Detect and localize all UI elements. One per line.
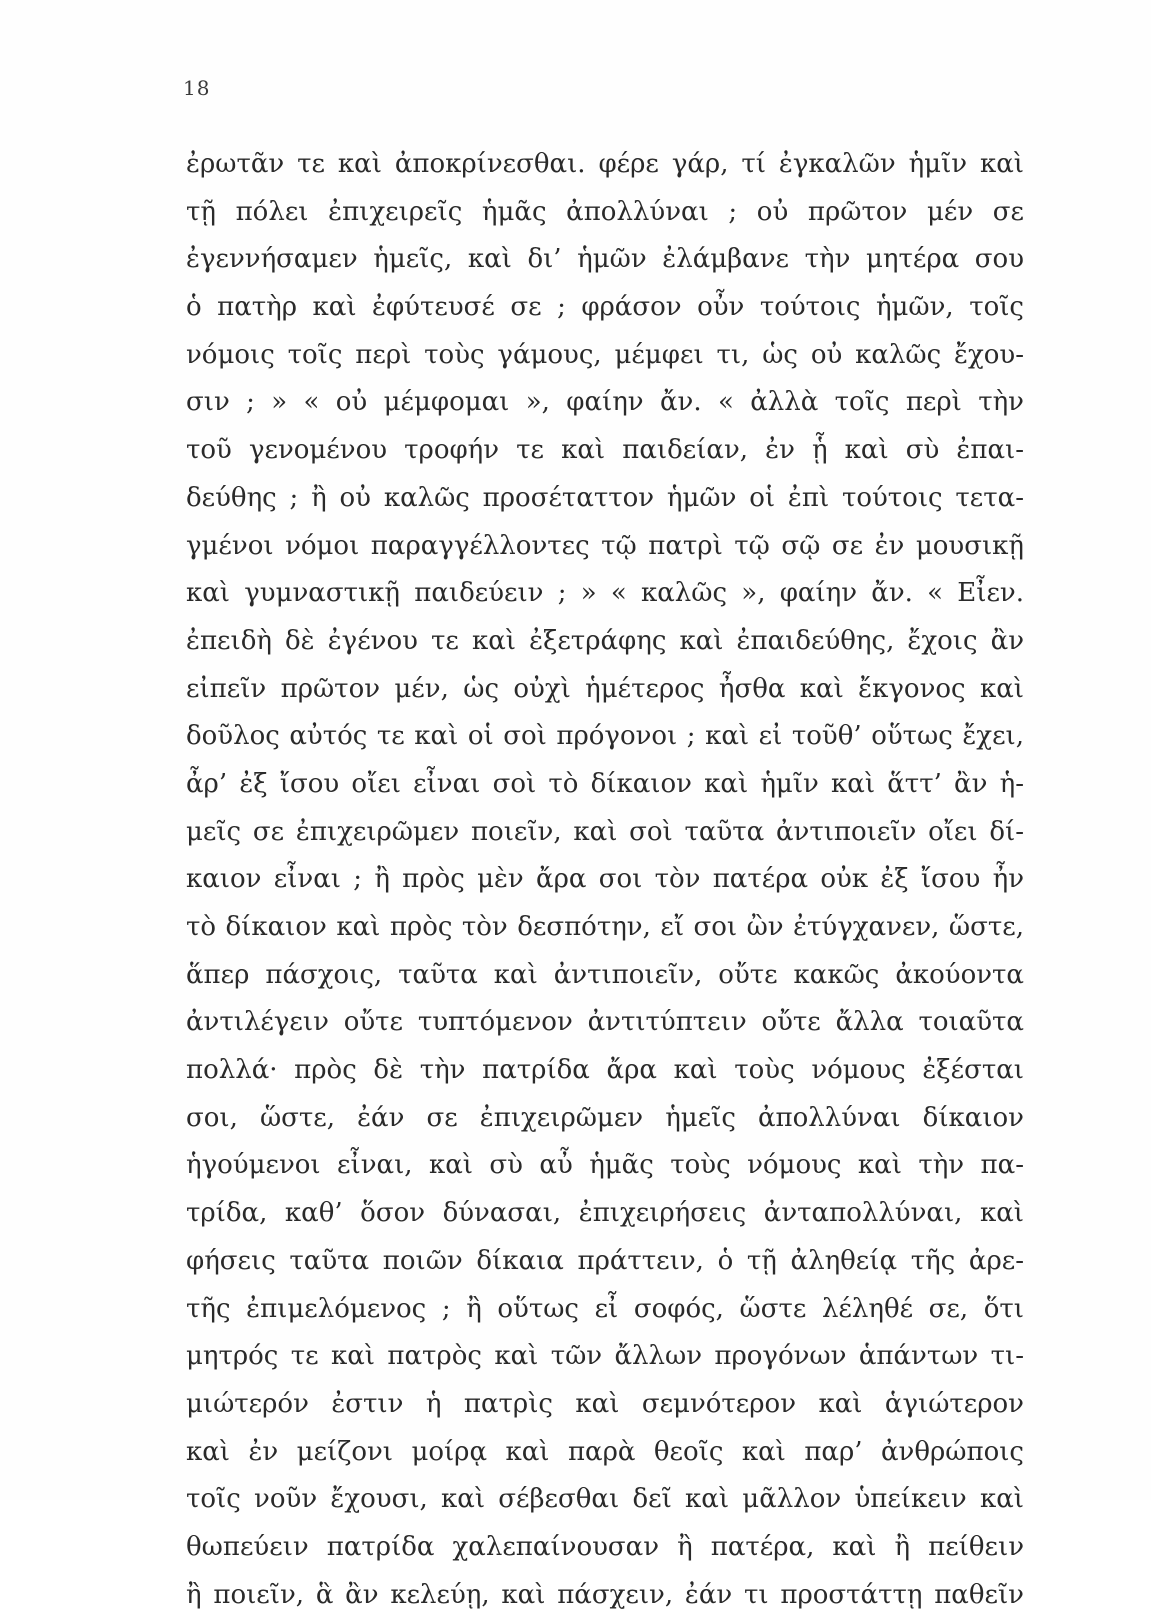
text-line: νόμοις τοῖς περὶ τοὺς γάμους, μέμφει τι, ὡς οὐ καλῶς ἔχου- [186,339,1024,370]
text-line: ἐπειδὴ δὲ ἐγένου τε καὶ ἐξετράφης καὶ ἐπαιδεύθης, ἔχοις ἂν [186,625,1024,656]
text-line: τὸ δίκαιον καὶ πρὸς τὸν δεσπότην, εἴ σοι ὢν ἐτύγχανεν, ὥστε, [186,912,1024,942]
text-line: ἅπερ πάσχοις, ταῦτα καὶ ἀντιποιεῖν, οὔτε κακῶς ἀκούοντα [186,959,1024,990]
text-line: τρίδα, καθ’ ὅσον δύνασαι, ἐπιχειρήσεις ἀνταπολλύναι, καὶ [186,1198,1024,1229]
text-line: ἀντιλέγειν οὔτε τυπτόμενον ἀντιτύπτειν οὔτε ἄλλα τοιαῦτα [186,1007,1024,1038]
text-line: θωπεύειν πατρίδα χαλεπαίνουσαν ἢ πατέρα, καὶ ἢ πείθειν [186,1531,1024,1562]
text-line: καιον εἶναι ; ἢ πρὸς μὲν ἄρα σοι τὸν πατέρα οὐκ ἐξ ἴσου ἦν [186,864,1024,895]
text-line: μεῖς σε ἐπιχειρῶμεν ποιεῖν, καὶ σοὶ ταῦτα ἀντιποιεῖν οἴει δί- [186,816,1024,847]
text-line: τῇ πόλει ἐπιχειρεῖς ἡμᾶς ἀπολλύναι ; οὐ πρῶτον μέν σε [186,196,1024,227]
text-line: καὶ γυμναστικῇ παιδεύειν ; » « καλῶς », φαίην ἄν. « Εἶεν. [186,578,1024,609]
text-line: φήσεις ταῦτα ποιῶν δίκαια πράττειν, ὁ τῇ ἀληθείᾳ τῆς ἀρε- [186,1245,1024,1276]
text-line: ἐρωτᾶν τε καὶ ἀποκρίνεσθαι. φέρε γάρ, τί ἐγκαλῶν ἡμῖν καὶ [186,149,1024,179]
text-line: τοῖς νοῦν ἔχουσι, καὶ σέβεσθαι δεῖ καὶ μᾶλλον ὑπείκειν καὶ [186,1484,1024,1515]
text-line: ἐγεννήσαμεν ἡμεῖς, καὶ δι’ ἡμῶν ἐλάμβανε τὴν μητέρα σου [186,244,1024,275]
text-line: γμένοι νόμοι παραγγέλλοντες τῷ πατρὶ τῷ σῷ σε ἐν μουσικῇ [186,530,1024,561]
text-line: ἢ ποιεῖν, ἃ ἂν κελεύῃ, καὶ πάσχειν, ἐάν τι προστάττῃ παθεῖν [186,1579,1024,1610]
text-line: καὶ ἐν μείζονι μοίρᾳ καὶ παρὰ θεοῖς καὶ παρ’ ἀνθρώποις [186,1436,1024,1467]
text-line: πολλά· πρὸς δὲ τὴν πατρίδα ἄρα καὶ τοὺς νόμους ἐξέσται [186,1055,1024,1086]
body-text [186,141,1024,1619]
text-line: δοῦλος αὐτός τε καὶ οἱ σοὶ πρόγονοι ; καὶ εἰ τοῦθ’ οὕτως ἔχει, [186,721,1024,752]
text-line: μητρός τε καὶ πατρὸς καὶ τῶν ἄλλων προγόνων ἁπάντων τι- [186,1341,1024,1372]
text-line: τοῦ γενομένου τροφήν τε καὶ παιδείαν, ἐν ᾗ καὶ σὺ ἐπαι- [186,435,1024,466]
text-line: ἆρ’ ἐξ ἴσου οἴει εἶναι σοὶ τὸ δίκαιον καὶ ἡμῖν καὶ ἅττ’ ἂν ἡ- [186,768,1024,799]
text-line: εἰπεῖν πρῶτον μέν, ὡς οὐχὶ ἡμέτερος ἦσθα καὶ ἔκγονος καὶ [186,673,1024,704]
text-line: ὁ πατὴρ καὶ ἐφύτευσέ σε ; φράσον οὖν τούτοις ἡμῶν, τοῖς [186,292,1024,323]
page-number: 18 [183,76,211,100]
text-line: δεύθης ; ἢ οὐ καλῶς προσέταττον ἡμῶν οἱ ἐπὶ τούτοις τετα- [186,482,1024,513]
text-line: ἡγούμενοι εἶναι, καὶ σὺ αὖ ἡμᾶς τοὺς νόμους καὶ τὴν πα- [186,1150,1024,1181]
text-line: μιώτερόν ἐστιν ἡ πατρὶς καὶ σεμνότερον καὶ ἁγιώτερον [186,1388,1024,1419]
text-line: τῆς ἐπιμελόμενος ; ἢ οὕτως εἶ σοφός, ὥστε λέληθέ σε, ὅτι [186,1293,1024,1324]
text-line: σοι, ὥστε, ἐάν σε ἐπιχειρῶμεν ἡμεῖς ἀπολλύναι δίκαιον [186,1102,1024,1133]
text-line: σιν ; » « οὐ μέμφομαι », φαίην ἄν. « ἀλλὰ τοῖς περὶ τὴν [186,387,1024,418]
